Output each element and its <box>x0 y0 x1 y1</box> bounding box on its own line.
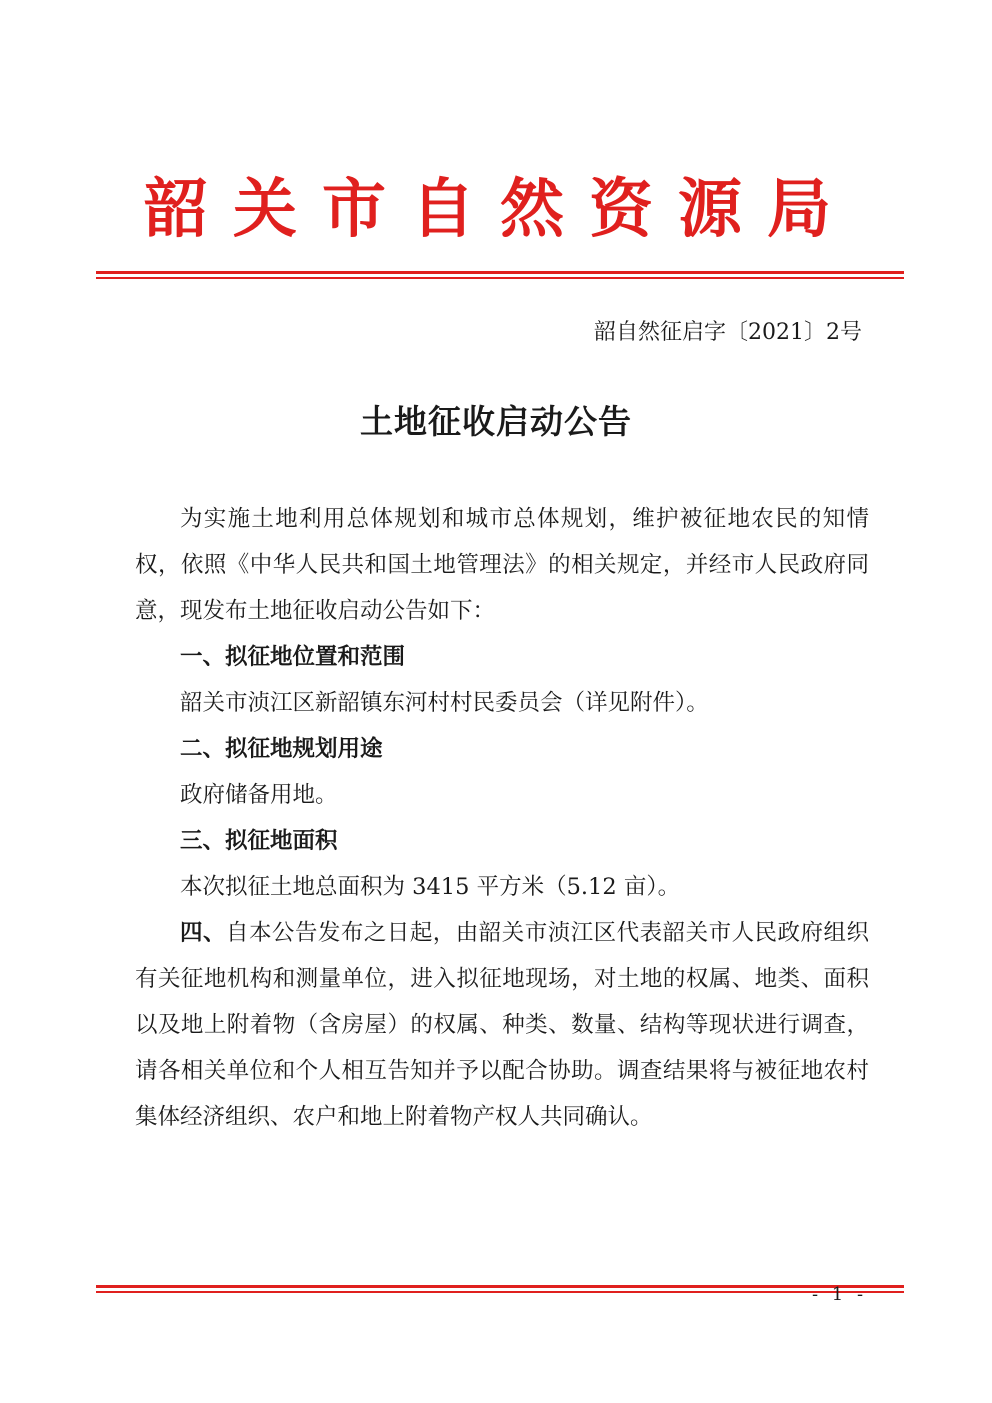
section-text-location: 韶关市浈江区新韶镇东河村村民委员会（详见附件）。 <box>180 690 709 716</box>
document-number: 韶自然征启字〔2021〕2号 <box>594 320 862 345</box>
notice-body <box>135 496 869 1140</box>
section-lead-survey: 四、 <box>180 920 226 946</box>
notice-title: 土地征收启动公告 <box>360 402 632 441</box>
header-red-rule-thin <box>96 277 904 279</box>
section-text-area: 本次拟征土地总面积为 3415 平方米（5.12 亩）。 <box>180 874 681 900</box>
intro-paragraph: 为实施土地利用总体规划和城市总体规划，维护被征地农民的知情权，依照《中华人民共和国土地管理法》的相关规定，并经市人民政府同意，现发布土地征收启动公告如下： <box>135 506 869 624</box>
section-text-land-use: 政府储备用地。 <box>180 782 338 808</box>
section-text-survey: 自本公告发布之日起，由韶关市浈江区代表韶关市人民政府组织有关征地机构和测量单位，进入拟征地现场，对土地的权属、地类、面积以及地上附着物（含房屋）的权属、种类、数量、结构等现状进行调查，请各相关单位和个人相互告知并予以配合协助。调查结果将与被征地农村集体经济组织、农户和地上附着物产权人共同确认。 <box>135 920 869 1130</box>
section-heading-area: 三、拟征地面积 <box>180 828 338 854</box>
page-number: - 1 - <box>812 1284 868 1305</box>
section-paragraph-survey <box>135 910 869 1140</box>
issuing-authority-header: 韶关市自然资源局 <box>144 172 856 247</box>
section-heading-location: 一、拟征地位置和范围 <box>180 644 406 670</box>
header-red-rule <box>96 271 904 274</box>
section-heading-land-use: 二、拟征地规划用途 <box>180 736 383 762</box>
footer-red-rule <box>96 1285 904 1288</box>
footer-red-rule-thin <box>96 1291 904 1293</box>
